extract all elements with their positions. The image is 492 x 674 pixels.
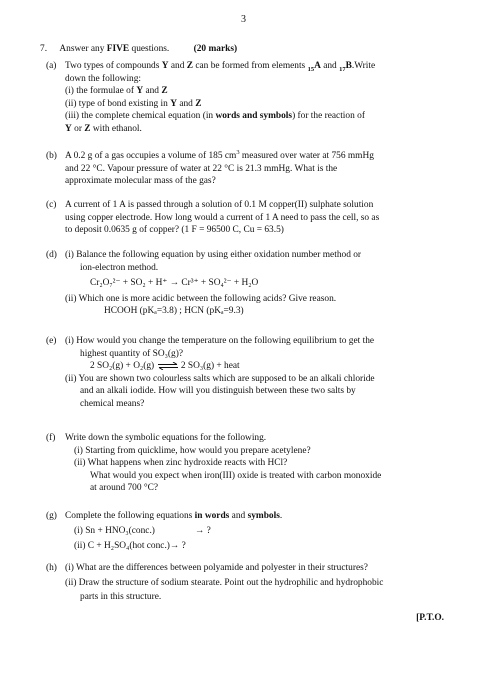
pto-footer: [P.T.O. (416, 613, 444, 623)
part-d-i: (i) Balance the following equation by using either oxidation number method or (65, 250, 362, 260)
question-instruction: Answer any FIVE questions. (59, 44, 170, 54)
part-d-i-line2: ion-electron method. (80, 262, 159, 273)
part-d-acids: HCOOH (pKₐ=3.8) ; HCN (pKₐ=9.3) (104, 306, 244, 317)
part-a-label: (a) (46, 61, 57, 71)
part-c-line1: A current of 1 A is passed through a solution of 0.1 M copper(II) sulphate solution (65, 200, 374, 210)
part-e-i-line2: highest quantity of SO₃(g)? (80, 348, 183, 359)
part-h (46, 562, 450, 604)
part-a-item-i: (i) the formulae of Y and Z (65, 86, 168, 97)
part-b-line3: approximate molecular mass of the gas? (65, 176, 216, 187)
part-a-item-iii-cont: Y or Z with ethanol. (65, 123, 142, 134)
page-number: 3 (241, 14, 246, 25)
part-g-label: (g) (46, 511, 57, 521)
part-c-line2: using copper electrode. How long would a current of 1 A need to pass the cell, so as (65, 212, 380, 223)
part-c-label: (c) (46, 200, 57, 210)
part-h-item-i: (i) What are the differences between polyamide and polyester in their structures? (65, 563, 368, 573)
part-e-ii-line2: and an alkali iodide. How will you distinguish between these two salts by (80, 386, 356, 397)
part-a-item-ii: (ii) type of bond existing in Y and Z (65, 98, 202, 109)
part-e-equation: 2 SO₂(g) + O₂(g) 2 SO₃(g) + heat (90, 361, 240, 372)
part-e (46, 335, 450, 411)
part-c (46, 199, 450, 237)
question-heading (40, 43, 237, 56)
part-e-i: (i) How would you change the temperature on the following equilibrium to get the (65, 336, 375, 346)
part-b-label: (b) (46, 151, 57, 161)
question-number: 7. (40, 44, 48, 54)
part-f-item-ii: (ii) What happens when zinc hydroxide reacts with HCl? (74, 458, 288, 469)
part-b-line1: A 0.2 g of a gas occupies a volume of 185 $cm^3$ measured over water at 756 mmHg (65, 148, 374, 161)
part-a (46, 60, 450, 136)
part-d (46, 249, 450, 318)
equilibrium-arrow-icon (157, 362, 179, 370)
part-b-line2: and 22 °C. Vapour pressure of water at 22 °C is 21.3 mmHg. What is the (65, 163, 338, 174)
part-e-label: (e) (46, 336, 57, 346)
part-f (46, 432, 450, 495)
part-h-item-ii-line2: parts in this structure. (80, 592, 162, 603)
part-f-item-i: (i) Starting from quicklime, how would you prepare acetylene? (74, 445, 311, 456)
part-a-line1: Two types of compounds Y and Z can be formed from elements $_{15}$A and $_{17}$B.Write (65, 61, 376, 73)
part-g-item-i: (i) Sn + HNO₃(conc.) → ? (74, 525, 211, 536)
part-b (46, 148, 450, 188)
part-g-item-ii: (ii) C + H₂SO₄(hot conc.)→ ? (74, 541, 186, 552)
part-e-ii: (ii) You are shown two colourless salts which are supposed to be an alkali chloride (65, 373, 375, 384)
part-f-line1: Write down the symbolic equations for the following. (65, 433, 267, 443)
part-c-line3: to deposit 0.0635 g of copper? (1 F = 96500 C, Cu = 63.5) (65, 225, 284, 236)
part-g (46, 510, 450, 553)
question-marks: (20 marks) (193, 44, 238, 54)
part-f-item-iii: What would you expect when iron(III) oxide is treated with carbon monoxide (90, 470, 382, 481)
part-d-ii: (ii) Which one is more acidic between the following acids? Give reason. (65, 293, 337, 304)
part-d-label: (d) (46, 250, 57, 260)
part-g-line1: Complete the following equations in words and symbols. (65, 511, 283, 521)
part-f-item-iii-line2: at around 700 °C? (90, 483, 159, 494)
part-e-ii-line3: chemical means? (80, 398, 145, 409)
part-h-label: (h) (46, 563, 57, 573)
part-a-item-iii: (iii) the complete chemical equation (in words and symbols) for the reaction of (65, 111, 365, 122)
part-f-label: (f) (46, 433, 56, 443)
part-a-line2: down the following: (65, 73, 142, 84)
part-h-item-ii: (ii) Draw the structure of sodium stearate. Point out the hydrophilic and hydrophobic (65, 577, 384, 588)
part-d-equation: Cr₂O₇²⁻ + SO₂ + H⁺ → Cr³⁺ + SO₄²⁻ + H₂O (90, 278, 259, 289)
